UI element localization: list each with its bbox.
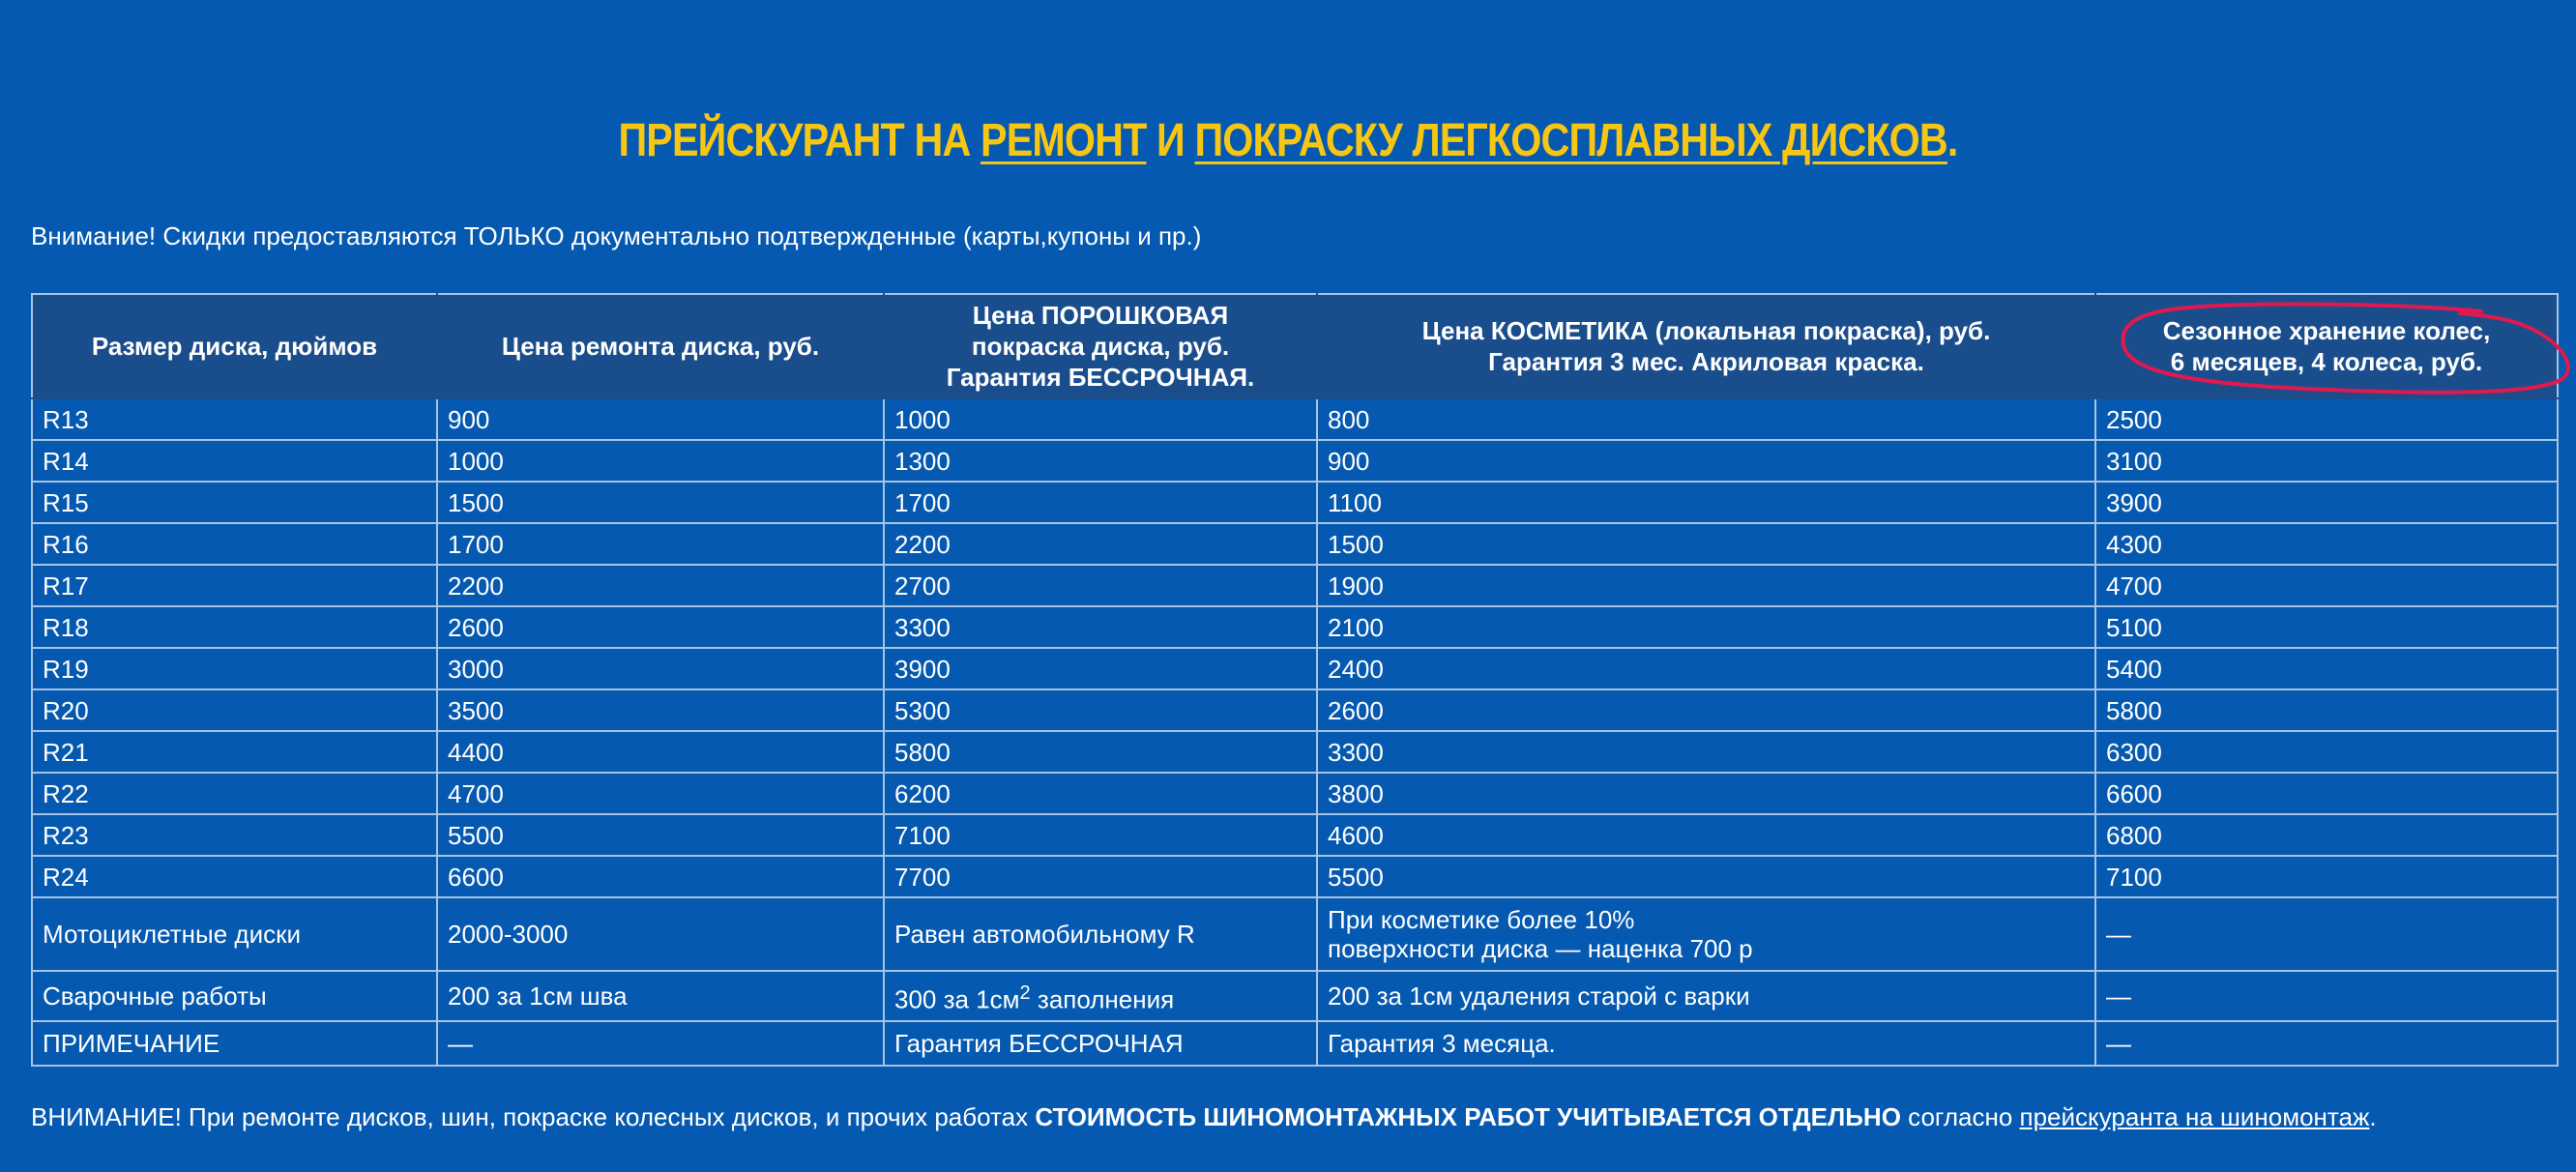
cell-storage: 5100 (2095, 606, 2558, 648)
cell-repair: 1700 (437, 523, 884, 565)
cell-cosmetic: 1500 (1317, 523, 2095, 565)
cell-powder: 5300 (884, 689, 1317, 731)
cell-cosmetic: 1100 (1317, 482, 2095, 523)
cell-powder: 3300 (884, 606, 1317, 648)
cell-repair: — (437, 1021, 884, 1066)
cell-size: R14 (32, 440, 437, 482)
table-row-note (32, 1021, 2558, 1066)
cell-cosmetic: 900 (1317, 440, 2095, 482)
cell-cosmetic: 3800 (1317, 773, 2095, 814)
title-text-3: . (1947, 115, 1958, 166)
cell-repair: 2000-3000 (437, 897, 884, 971)
cell-storage: 6600 (2095, 773, 2558, 814)
cell-powder: 7100 (884, 814, 1317, 856)
cell-storage: — (2095, 897, 2558, 971)
painting-link[interactable]: ПОКРАСКУ ЛЕГКОСПЛАВНЫХ ДИСКОВ (1194, 115, 1947, 166)
discount-notice: Внимание! Скидки предоставляются ТОЛЬКО документально подтвержденные (карты,купоны и пр.) (31, 221, 1202, 250)
price-table (31, 293, 2559, 1067)
cell-cosmetic: 2600 (1317, 689, 2095, 731)
footer-bold: СТОИМОСТЬ ШИНОМОНТАЖНЫХ РАБОТ УЧИТЫВАЕТСЯ ОТДЕЛЬНО (1035, 1102, 1901, 1131)
cell-storage: — (2095, 1021, 2558, 1066)
cell-powder: 7700 (884, 856, 1317, 897)
cell-cosmetic: 800 (1317, 398, 2095, 440)
cell-repair: 1000 (437, 440, 884, 482)
table-row (32, 440, 2558, 482)
table-row (32, 523, 2558, 565)
cell-size: R13 (32, 398, 437, 440)
cell-size: R22 (32, 773, 437, 814)
cell-powder: 1000 (884, 398, 1317, 440)
cell-cosmetic: 1900 (1317, 565, 2095, 606)
cell-storage: 6300 (2095, 731, 2558, 773)
cell-powder: 2700 (884, 565, 1317, 606)
cell-powder: 300 за $1см^2$ заполнения (884, 971, 1317, 1021)
footer-notice: ВНИМАНИЕ! При ремонте дисков, шин, покраске колесных дисков, и прочих работах СТОИМОСТЬ ШИНОМОНТАЖНЫХ РАБОТ УЧИТЫВАЕТСЯ ОТДЕЛЬНО согласно прейскуранта на шиномонтаж. (31, 1102, 2377, 1131)
cell-repair: 4700 (437, 773, 884, 814)
cell-repair: 3500 (437, 689, 884, 731)
header-cosmetic: Цена КОСМЕТИКА (локальная покраска), руб. Гарантия 3 мес. Акриловая краска. (1317, 294, 2095, 398)
cell-cosmetic: 200 за 1см удаления старой с варки (1317, 971, 2095, 1021)
cell-powder: Равен автомобильному R (884, 897, 1317, 971)
cell-cosmetic: 2100 (1317, 606, 2095, 648)
cell-size: ПРИМЕЧАНИЕ (32, 1021, 437, 1066)
cell-cosmetic: 5500 (1317, 856, 2095, 897)
cell-storage: 4700 (2095, 565, 2558, 606)
cell-repair: 2200 (437, 565, 884, 606)
cell-size: Мотоциклетные диски (32, 897, 437, 971)
cell-size: R21 (32, 731, 437, 773)
header-storage: Сезонное хранение колес, 6 месяцев, 4 колеса, руб. (2095, 294, 2558, 398)
cell-cosmetic: 4600 (1317, 814, 2095, 856)
cell-storage: 2500 (2095, 398, 2558, 440)
table-row (32, 565, 2558, 606)
tire-service-price-link[interactable]: прейскуранта на шиномонтаж (2019, 1102, 2370, 1131)
repair-link[interactable]: РЕМОНТ (981, 115, 1147, 166)
cell-storage: 3900 (2095, 482, 2558, 523)
cell-repair: 1500 (437, 482, 884, 523)
cell-size: R18 (32, 606, 437, 648)
cell-powder: 5800 (884, 731, 1317, 773)
cell-powder: 1300 (884, 440, 1317, 482)
cell-powder: 2200 (884, 523, 1317, 565)
cell-size: R20 (32, 689, 437, 731)
table-row (32, 856, 2558, 897)
cell-repair: 4400 (437, 731, 884, 773)
table-row (32, 648, 2558, 689)
cell-repair: 5500 (437, 814, 884, 856)
cell-repair: 200 за 1см шва (437, 971, 884, 1021)
cell-cosmetic: Гарантия 3 месяца. (1317, 1021, 2095, 1066)
cell-storage: 6800 (2095, 814, 2558, 856)
cell-cosmetic: 2400 (1317, 648, 2095, 689)
cell-cosmetic: При косметике более 10% поверхности диска — наценка 700 р (1317, 897, 2095, 971)
title-text-2: И (1146, 115, 1195, 166)
cell-cosmetic: 3300 (1317, 731, 2095, 773)
table-row-welding (32, 971, 2558, 1021)
table-row-moto (32, 897, 2558, 971)
cell-storage: 4300 (2095, 523, 2558, 565)
page-title (180, 114, 2395, 167)
header-powder: Цена ПОРОШКОВАЯ покраска диска, руб. Гарантия БЕССРОЧНАЯ. (884, 294, 1317, 398)
table-row (32, 689, 2558, 731)
cell-size: R15 (32, 482, 437, 523)
cell-repair: 900 (437, 398, 884, 440)
header-size: Размер диска, дюймов (32, 294, 437, 398)
cell-powder: 1700 (884, 482, 1317, 523)
cell-repair: 2600 (437, 606, 884, 648)
cell-powder: 6200 (884, 773, 1317, 814)
table-row (32, 482, 2558, 523)
table-row (32, 731, 2558, 773)
cell-size: R23 (32, 814, 437, 856)
cell-storage: 7100 (2095, 856, 2558, 897)
table-row (32, 814, 2558, 856)
cell-size: Сварочные работы (32, 971, 437, 1021)
table-row (32, 398, 2558, 440)
header-repair: Цена ремонта диска, руб. (437, 294, 884, 398)
title-text-1: ПРЕЙСКУРАНТ НА (618, 115, 981, 166)
cell-powder: 3900 (884, 648, 1317, 689)
cell-size: R24 (32, 856, 437, 897)
cell-powder: Гарантия БЕССРОЧНАЯ (884, 1021, 1317, 1066)
cell-repair: 6600 (437, 856, 884, 897)
table-row (32, 606, 2558, 648)
table-header-row (32, 294, 2558, 398)
cell-size: R19 (32, 648, 437, 689)
cell-repair: 3000 (437, 648, 884, 689)
cell-size: R16 (32, 523, 437, 565)
cell-storage: 5400 (2095, 648, 2558, 689)
cell-storage: — (2095, 971, 2558, 1021)
cell-size: R17 (32, 565, 437, 606)
cell-storage: 3100 (2095, 440, 2558, 482)
cell-storage: 5800 (2095, 689, 2558, 731)
table-row (32, 773, 2558, 814)
